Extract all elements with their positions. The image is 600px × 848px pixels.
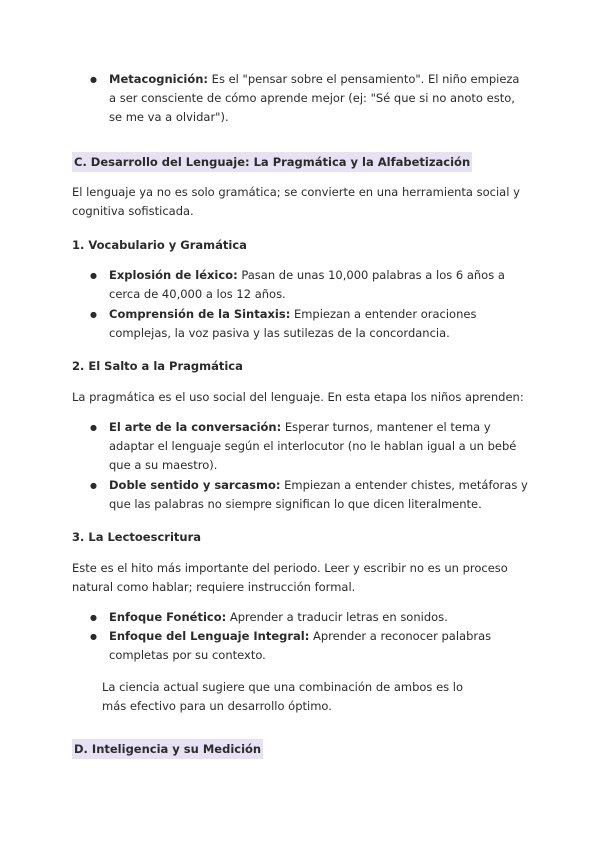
bullet-term: Comprensión de la Sintaxis:: [109, 307, 291, 321]
subheading-vocabulario: 1. Vocabulario y Gramática: [72, 238, 247, 252]
bullet-text: Empiezan a entender chistes, metáforas y que las palabras no siempre significan lo que dicen literalmente.: [109, 478, 528, 511]
pragmatica-intro: La pragmática es el uso social del lenguaje. En esta etapa los niños aprenden:: [72, 390, 524, 404]
bullet-sarcasmo: [90, 476, 528, 514]
bullet-sintaxis: [90, 305, 528, 343]
bullet-conversacion: [90, 418, 528, 475]
bullet-text: Aprender a traducir letras en sonidos.: [226, 610, 448, 624]
bullet-fonetico: [90, 608, 528, 627]
bullet-text: Es el "pensar sobre el pensamiento". El niño empieza a ser consciente de cómo aprende mejor (ej: "Sé que si no anoto esto, se me va a olvidar").: [109, 72, 520, 124]
bullet-term: Enfoque del Lenguaje Integral:: [109, 629, 310, 643]
lectoescritura-note: La ciencia actual sugiere que una combinación de ambos es lo más efectivo para un desarrollo óptimo.: [102, 680, 464, 713]
bullet-integral: [90, 627, 528, 665]
bullet-term: Enfoque Fonético:: [109, 610, 227, 624]
section-c-heading: C. Desarrollo del Lenguaje: La Pragmática y la Alfabetización: [72, 152, 472, 172]
bullet-text: Empiezan a entender oraciones complejas, la voz pasiva y las sutilezas de la concordancia.: [109, 307, 477, 340]
bullet-term: El arte de la conversación:: [109, 420, 282, 434]
section-d-heading: D. Inteligencia y su Medición: [72, 739, 263, 759]
subheading-lectoescritura: 3. La Lectoescritura: [72, 530, 201, 544]
subheading-pragmatica: 2. El Salto a la Pragmática: [72, 359, 243, 373]
bullet-text: Aprender a reconocer palabras completas por su contexto.: [109, 629, 492, 662]
lectoescritura-intro: Este es el hito más importante del periodo. Leer y escribir no es un proceso natural como hablar; requiere instrucción formal.: [72, 561, 508, 594]
bullet-lexico: [90, 266, 528, 304]
bullet-term: Doble sentido y sarcasmo:: [109, 478, 281, 492]
bullet-term: Explosión de léxico:: [109, 268, 238, 282]
bullet-metacognicion: [90, 70, 528, 127]
bullet-text: Esperar turnos, mantener el tema y adaptar el lenguaje según el interlocutor (no le hablan igual a un bebé que a su maestro).: [109, 420, 517, 472]
section-c-intro: El lenguaje ya no es solo gramática; se convierte en una herramienta social y cognitiva sofisticada.: [72, 185, 520, 218]
bullet-term: Metacognición:: [109, 72, 209, 86]
bullet-text: Pasan de unas 10,000 palabras a los 6 años a cerca de 40,000 a los 12 años.: [109, 268, 505, 301]
